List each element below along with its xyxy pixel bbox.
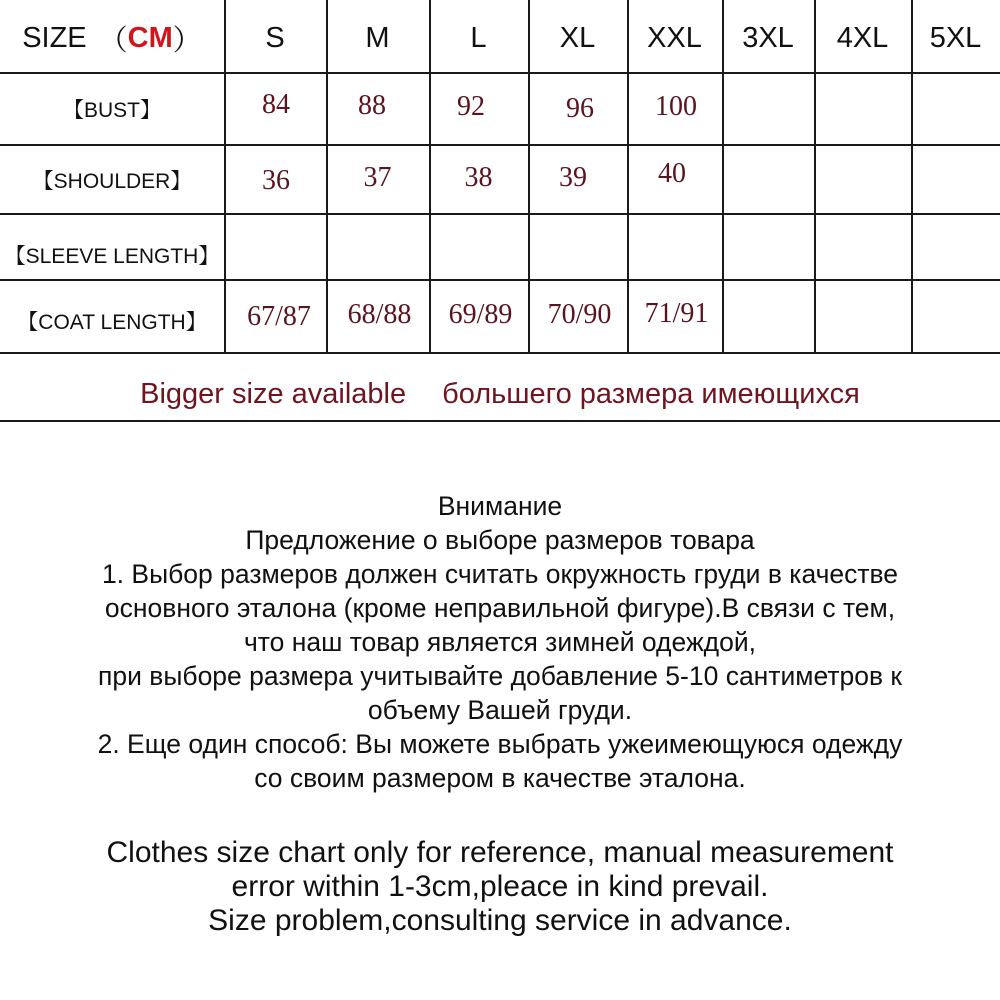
bigger-size-banner	[0, 374, 1000, 414]
bust-value-m: 88	[358, 90, 386, 121]
notice-line: 2. Еще один способ: Вы можете выбрать ужеимеющуюся одежду	[97, 729, 903, 759]
notice-title: Внимание	[437, 491, 563, 521]
bust-value-l: 92	[457, 91, 485, 122]
unit-open: （	[98, 24, 128, 57]
english-notice-line: Size problem,consulting service in advance.	[208, 904, 792, 937]
bust-value-xxl: 100	[655, 91, 697, 122]
notice-line: что наш товар является зимней одеждой,	[243, 627, 757, 657]
size-header-5xl: 5XL	[929, 21, 982, 54]
size-header-m: M	[365, 21, 390, 54]
russian-notice	[0, 489, 1000, 795]
size-unit-header	[0, 4, 224, 72]
coat-length-value-l: 69/89	[448, 299, 513, 330]
coat-length-value-s: 67/87	[247, 300, 311, 332]
notice-line: при выборе размера учитывайте добавление 5-10 сантиметров к	[98, 661, 902, 691]
bust-value-xl: 96	[566, 93, 594, 124]
shoulder-value-xl: 39	[559, 162, 587, 193]
notice-line: основного эталона (кроме неправильной фигуре).В связи с тем,	[104, 593, 896, 623]
size-header-l: L	[470, 21, 487, 54]
shoulder-value-m: 37	[363, 162, 392, 193]
size-header-4xl: 4XL	[836, 21, 889, 54]
row-label-coat-length: 【COAT LENGTH】	[17, 310, 207, 334]
english-notice-line: Clothes size chart only for reference, manual measurement	[106, 836, 894, 869]
bigger-size-english: Bigger size available	[140, 377, 407, 410]
coat-length-value-m: 68/88	[347, 299, 412, 330]
size-header-xxl: XXL	[647, 21, 702, 54]
unit-close: ）	[172, 24, 202, 57]
shoulder-value-l: 38	[464, 162, 493, 193]
notice-line: 1. Выбор размеров должен считать окружность груди в качестве	[101, 559, 899, 589]
row-label-sleeve-length: 【SLEEVE LENGTH】	[4, 245, 220, 268]
notice-line: со своим размером в качестве эталона.	[254, 763, 746, 793]
english-notice-line: error within 1-3cm,pleace in kind prevail.	[231, 870, 769, 903]
notice-line: объему Вашей груди.	[367, 695, 633, 725]
row-label-shoulder: 【SHOULDER】	[32, 169, 192, 193]
shoulder-value-s: 36	[262, 165, 290, 196]
english-notice	[0, 836, 1000, 938]
bigger-size-russian: большего размера имеющихся	[442, 377, 860, 410]
notice-line: Предложение о выборе размеров товара	[245, 525, 755, 555]
size-header-xl: XL	[559, 21, 596, 54]
size-header-s: S	[265, 21, 285, 54]
coat-length-value-xl: 70/90	[547, 299, 612, 330]
unit-label: CM	[127, 21, 173, 54]
row-label-bust: 【BUST】	[62, 99, 161, 122]
grid-line	[0, 420, 1000, 422]
coat-length-value-xxl: 71/91	[644, 298, 709, 329]
shoulder-value-xxl: 40	[658, 158, 686, 189]
size-header-3xl: 3XL	[742, 21, 794, 54]
size-label: SIZE	[22, 21, 87, 54]
bust-value-s: 84	[262, 89, 290, 120]
